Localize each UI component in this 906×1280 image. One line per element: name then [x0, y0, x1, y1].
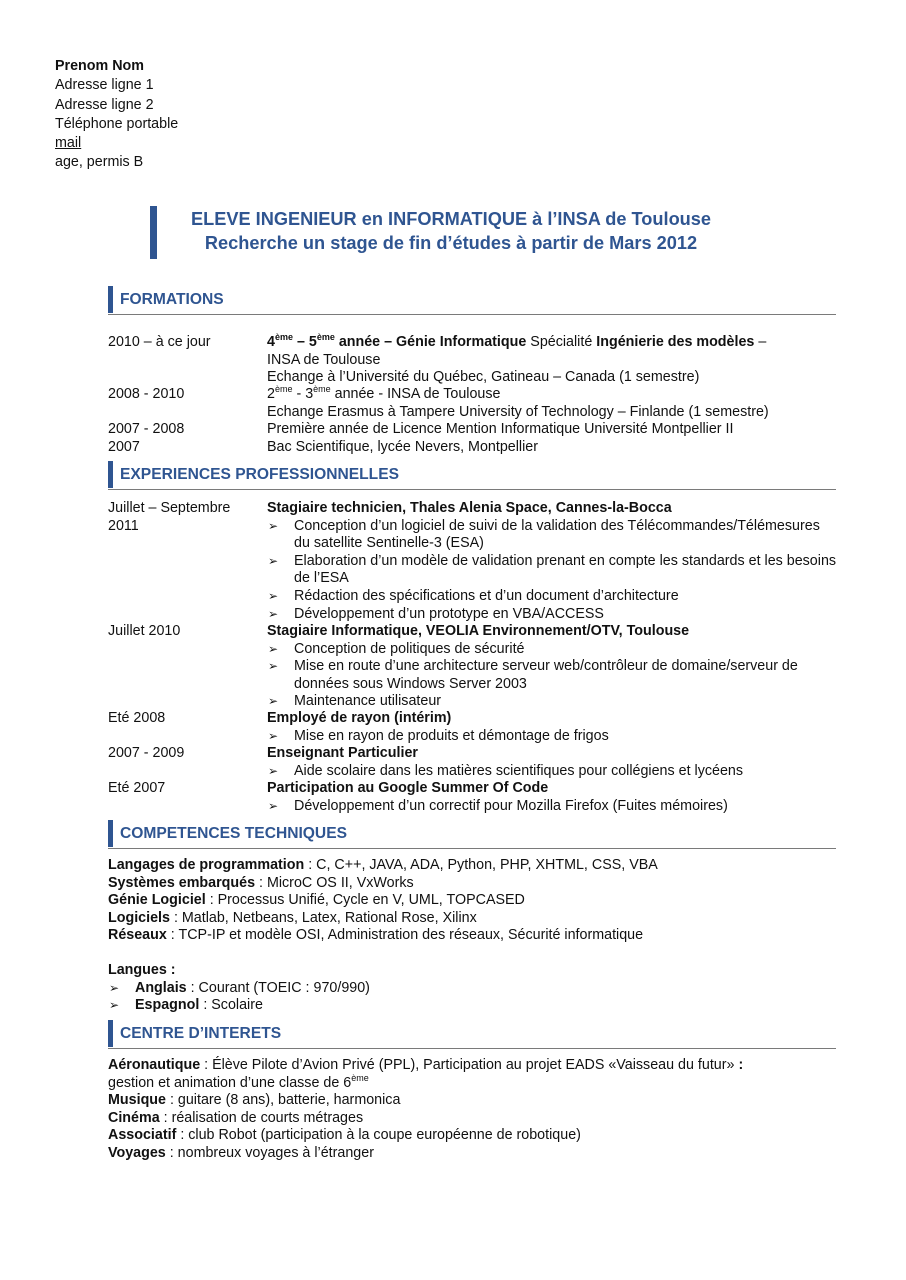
- list-item: ➢ Rédaction des spécifications et d’un document d’architecture: [268, 587, 679, 604]
- list-item: ➢ Anglais : Courant (TOEIC : 970/990): [109, 979, 370, 996]
- headline: [150, 206, 745, 259]
- languages-header: Langues :: [108, 962, 176, 978]
- interests-list: [108, 1057, 838, 1163]
- headline-line-2: Recherche un stage de fin d’études à partir de Mars 2012: [204, 233, 698, 253]
- section-accent-bar: [108, 820, 113, 847]
- interest-line: Musique : guitare (8 ans), batterie, harmonica: [108, 1092, 401, 1109]
- address-line-1: Adresse ligne 1: [55, 77, 154, 94]
- arrow-bullet-icon: ➢: [268, 798, 279, 813]
- arrow-bullet-icon: ➢: [268, 694, 279, 709]
- formation-date: 2010 – à ce jour: [108, 334, 211, 350]
- list-item: ➢ Mise en route d’une architecture serveur web/contrôleur de domaine/serveur de données sous Windows Server 2003: [268, 658, 798, 692]
- skill-line: Logiciels : Matlab, Netbeans, Latex, Rational Rose, Xilinx: [108, 909, 477, 926]
- experience-date: Juillet 2010: [108, 623, 181, 639]
- age-license: age, permis B: [55, 154, 144, 171]
- experience-content: [267, 623, 838, 711]
- arrow-bullet-icon: ➢: [109, 980, 120, 995]
- list-item: ➢ Développement d’un correctif pour Mozilla Firefox (Fuites mémoires): [268, 797, 728, 814]
- section-accent-bar: [108, 1020, 113, 1047]
- formation-content: Première année de Licence Mention Informatique Université Montpellier II: [267, 421, 734, 437]
- person-name: Prenom Nom: [55, 58, 144, 74]
- experience-title: Stagiaire technicien, Thales Alenia Space, Cannes-la-Bocca: [267, 500, 672, 516]
- list-item: ➢ Maintenance utilisateur: [268, 693, 442, 710]
- list-item: ➢ Aide scolaire dans les matières scientifiques pour collégiens et lycéens: [268, 762, 743, 779]
- skill-line: Langages de programmation : C, C++, JAVA, ADA, Python, PHP, XHTML, CSS, VBA: [108, 857, 658, 873]
- experience-title: Employé de rayon (intérim): [267, 710, 452, 726]
- list-item: ➢ Développement d’un prototype en VBA/ACCESS: [268, 605, 604, 622]
- experience-date: Eté 2007: [108, 780, 166, 796]
- arrow-bullet-icon: ➢: [268, 659, 279, 674]
- interest-line-continued: gestion et animation d’une classe de 6ème: [108, 1072, 369, 1091]
- experience-title: Stagiaire Informatique, VEOLIA Environnement/OTV, Toulouse: [267, 623, 690, 639]
- contact-block: [55, 57, 178, 173]
- section-competences: [108, 820, 836, 849]
- formation-date: 2007 - 2008: [108, 421, 185, 437]
- arrow-bullet-icon: ➢: [268, 763, 279, 778]
- experience-title: Participation au Google Summer Of Code: [267, 780, 549, 796]
- arrow-bullet-icon: ➢: [268, 728, 279, 743]
- experience-content: [267, 745, 838, 780]
- section-title: CENTRE D’INTERETS: [120, 1025, 282, 1042]
- experience-content: [267, 500, 838, 623]
- interest-line: Voyages : nombreux voyages à l’étranger: [108, 1144, 374, 1161]
- list-item: ➢ Elaboration d’un modèle de validation prenant en compte les standards et les besoins de l’ESA: [268, 552, 837, 587]
- arrow-bullet-icon: ➢: [268, 588, 279, 603]
- arrow-bullet-icon: ➢: [109, 998, 120, 1013]
- skills-list: [108, 857, 838, 945]
- experience-content: [267, 710, 838, 745]
- interest-line: Aéronautique : Élève Pilote d’Avion Privé (PPL), Participation au projet EADS «Vaisseau du futur» :: [108, 1057, 744, 1073]
- list-item: ➢ Mise en rayon de produits et démontage de frigos: [268, 727, 609, 744]
- arrow-bullet-icon: ➢: [268, 553, 279, 568]
- interest-line: Cinéma : réalisation de courts métrages: [108, 1109, 364, 1126]
- arrow-bullet-icon: ➢: [268, 641, 279, 656]
- arrow-bullet-icon: ➢: [268, 606, 279, 621]
- arrow-bullet-icon: ➢: [268, 518, 279, 533]
- section-accent-bar: [108, 461, 113, 488]
- phone: Téléphone portable: [55, 115, 179, 132]
- list-item: ➢ Conception d’un logiciel de suivi de la validation des Télécommandes/Télémesures du satellite Sentinelle-3 (ESA): [268, 517, 820, 552]
- skill-line: Génie Logiciel : Processus Unifié, Cycle en V, UML, TOPCASED: [108, 892, 525, 909]
- experience-date: 2007 - 2009: [108, 745, 185, 761]
- skill-line: Réseaux : TCP-IP et modèle OSI, Administration des réseaux, Sécurité informatique: [108, 927, 644, 944]
- section-accent-bar: [108, 286, 113, 313]
- skill-line: Systèmes embarqués : MicroC OS II, VxWorks: [108, 874, 414, 891]
- formation-date: 2008 - 2010: [108, 386, 185, 402]
- address-line-2: Adresse ligne 2: [55, 96, 154, 113]
- languages-block: [108, 962, 838, 1015]
- experience-date: Eté 2008: [108, 710, 166, 726]
- section-formations: [108, 286, 836, 315]
- list-item: ➢ Espagnol : Scolaire: [109, 997, 263, 1014]
- experience-content: [267, 780, 838, 815]
- interest-line: Associatif : club Robot (participation à la coupe européenne de robotique): [108, 1127, 581, 1144]
- section-experiences: [108, 461, 836, 490]
- formation-content: Bac Scientifique, lycée Nevers, Montpellier: [267, 439, 538, 455]
- mail-link[interactable]: mail: [55, 135, 82, 152]
- experience-date: Juillet – Septembre 2011: [108, 500, 231, 534]
- section-title: FORMATIONS: [120, 291, 224, 308]
- formation-content: 2ème - 3ème année - INSA de Toulouse Echange Erasmus à Tampere University of Technology – Finlande (1 semestre): [267, 384, 769, 420]
- headline-line-1: ELEVE INGENIEUR en INFORMATIQUE à l’INSA de Toulouse: [190, 209, 712, 229]
- section-title: COMPETENCES TECHNIQUES: [120, 825, 348, 842]
- list-item: ➢ Conception de politiques de sécurité: [268, 640, 525, 657]
- headline-accent-bar: [150, 206, 157, 259]
- formation-date: 2007: [108, 439, 140, 455]
- section-interets: [108, 1020, 836, 1049]
- formation-content: 4ème – 5ème année – Génie Informatique Spécialité Ingénierie des modèles – INSA de Toulouse Echange à l’Université du Québec, Gatineau – Canada (1 semestre): [267, 332, 767, 386]
- section-title: EXPERIENCES PROFESSIONNELLES: [120, 466, 400, 483]
- experience-title: Enseignant Particulier: [267, 745, 418, 761]
